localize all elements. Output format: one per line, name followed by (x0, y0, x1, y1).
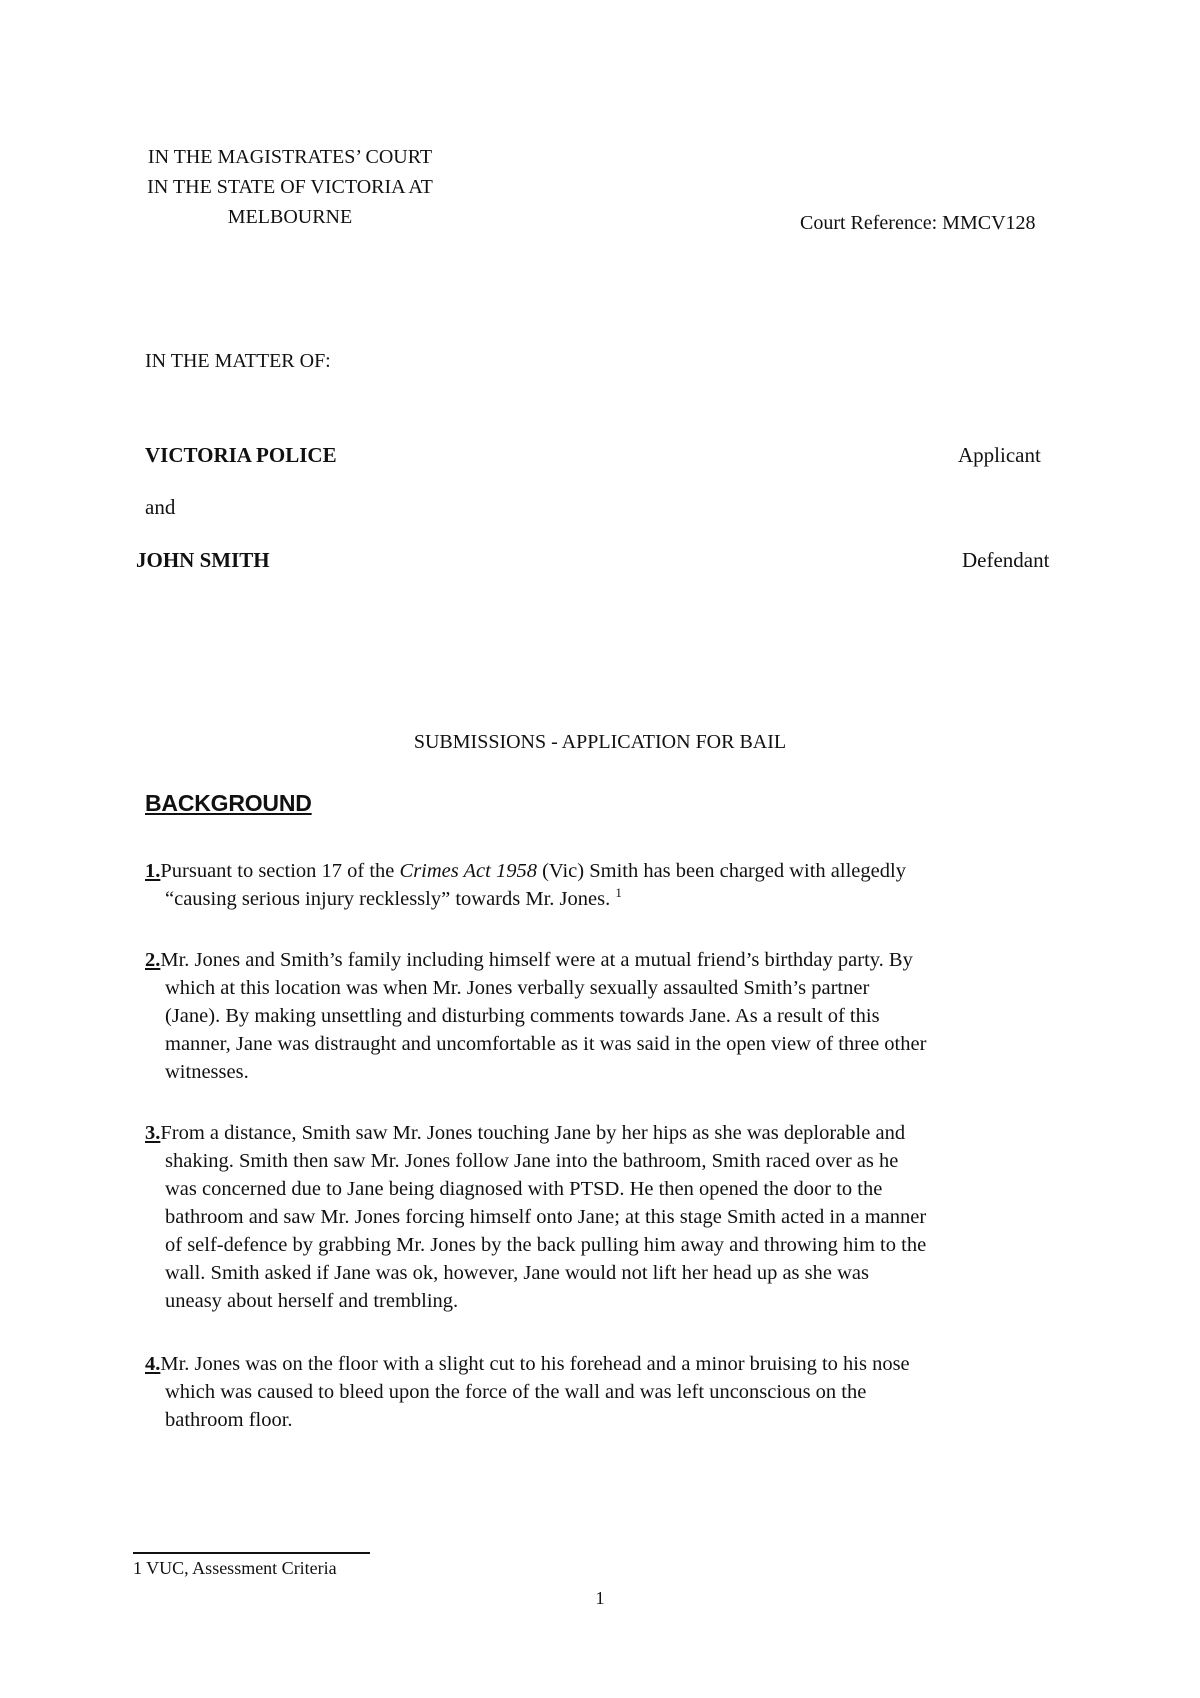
paragraph-2-line-4: manner, Jane was distraught and uncomfortable as it was said in the open view of three other (165, 1033, 927, 1055)
paragraph-4-line-1 (145, 1350, 1075, 1378)
document-title: SUBMISSIONS - APPLICATION FOR BAIL (413, 731, 787, 753)
paragraph-2-line-5: witnesses. (165, 1061, 249, 1083)
paragraph-4-line-3: bathroom floor. (165, 1409, 293, 1431)
matter-label: IN THE MATTER OF: (145, 350, 331, 372)
footnote-divider (133, 1552, 370, 1554)
paragraph-1 (145, 857, 1075, 915)
paragraph-text: From a distance, Smith saw Mr. Jones touching Jane by her hips as she was deplorable and (160, 1122, 906, 1144)
paragraph-2 (145, 946, 1075, 1086)
paragraph-2-line-3: (Jane). By making unsettling and disturbing comments towards Jane. As a result of this (165, 1005, 880, 1027)
paragraph-3-line-7: uneasy about herself and trembling. (165, 1290, 459, 1312)
paragraph-4 (145, 1350, 1075, 1434)
paragraph-number: 2. (145, 949, 161, 971)
paragraph-3-line-1 (145, 1119, 1075, 1147)
paragraph-3 (145, 1119, 1075, 1315)
parties-conjunction: and (145, 495, 176, 519)
applicant-name: VICTORIA POLICE (145, 443, 337, 467)
paragraph-number: 4. (145, 1353, 161, 1375)
paragraph-1-line-1 (145, 857, 1075, 885)
paragraph-text: Mr. Jones and Smith’s family including himself were at a mutual friend’s birthday party. By (160, 949, 913, 971)
paragraph-3-line-6: wall. Smith asked if Jane was ok, however, Jane would not lift her head up as she was (165, 1262, 869, 1284)
paragraph-3-line-4: bathroom and saw Mr. Jones forcing himself onto Jane; at this stage Smith acted in a manner (165, 1206, 927, 1228)
paragraph-text: (Vic) Smith has been charged with allegedly (536, 860, 906, 882)
paragraph-3-line-2: shaking. Smith then saw Mr. Jones follow Jane into the bathroom, Smith raced over as he (165, 1150, 899, 1172)
footnote-text: 1 VUC, Assessment Criteria (133, 1558, 337, 1578)
paragraph-2-line-1 (145, 946, 1075, 974)
court-line-2: IN THE STATE OF VICTORIA AT (147, 176, 433, 198)
defendant-role: Defendant (962, 548, 1050, 572)
section-heading: BACKGROUND (145, 790, 312, 816)
court-reference: Court Reference: MMCV128 (800, 212, 1036, 234)
paragraph-1-line-2 (145, 885, 1075, 915)
paragraph-4-line-2: which was caused to bleed upon the force of the wall and was left unconscious on the (165, 1381, 867, 1403)
court-line-1: IN THE MAGISTRATES’ COURT (147, 146, 433, 168)
paragraph-3-line-3: was concerned due to Jane being diagnosed with PTSD. He then opened the door to the (165, 1178, 883, 1200)
footnote-reference: 1 (615, 885, 622, 900)
paragraph-text: Mr. Jones was on the floor with a slight cut to his forehead and a minor bruising to his nose (160, 1353, 910, 1375)
page-number: 1 (595, 1588, 605, 1608)
paragraph-2-line-2: which at this location was when Mr. Jones verbally sexually assaulted Smith’s partner (165, 977, 870, 999)
act-title: Crimes Act 1958 (399, 860, 537, 882)
paragraph-text: Pursuant to section 17 of the (160, 860, 400, 882)
defendant-name: JOHN SMITH (136, 548, 270, 572)
paragraph-number: 1. (145, 860, 161, 882)
applicant-role: Applicant (958, 443, 1041, 467)
court-heading (140, 142, 440, 232)
paragraph-number: 3. (145, 1122, 161, 1144)
paragraph-3-line-5: of self-defence by grabbing Mr. Jones by the back pulling him away and throwing him to the (165, 1234, 927, 1256)
paragraph-text: “causing serious injury recklessly” towards Mr. Jones. (165, 888, 611, 910)
court-line-3: MELBOURNE (227, 206, 353, 228)
